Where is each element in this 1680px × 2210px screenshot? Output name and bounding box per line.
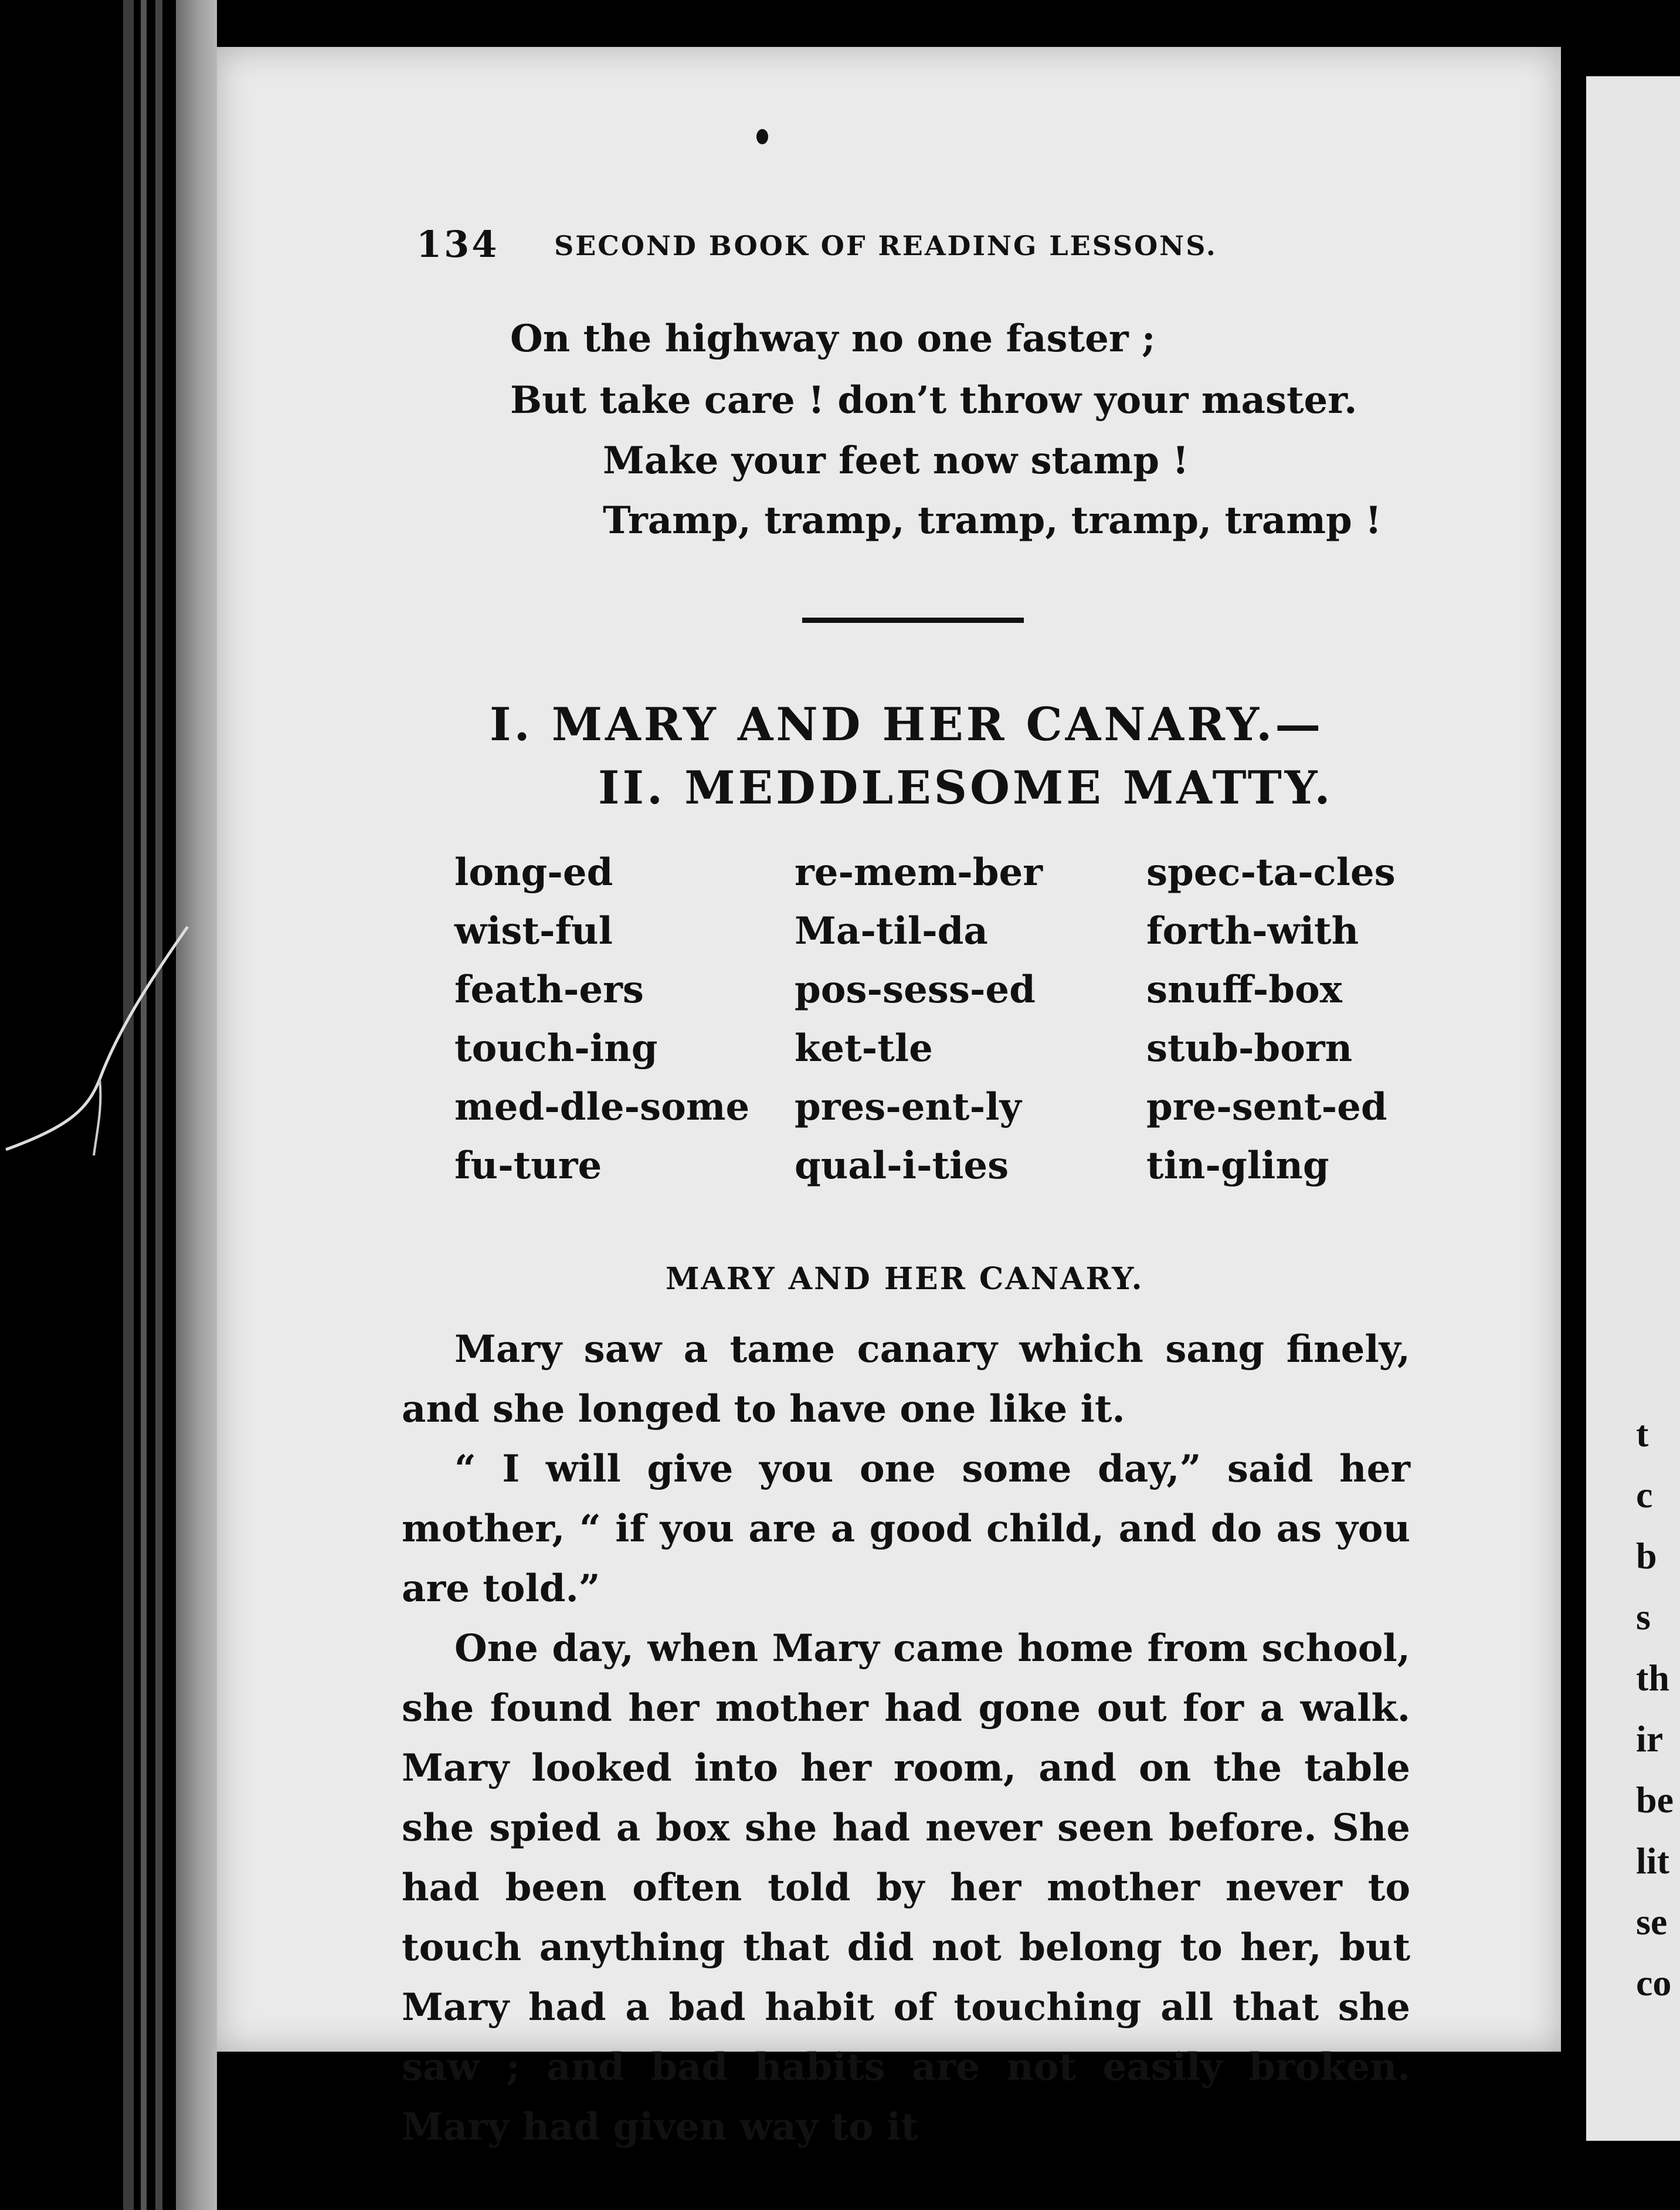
- spelling-word: re-mem-ber: [795, 850, 1043, 894]
- fragment: se: [1636, 1901, 1668, 1943]
- spelling-word: touch-ing: [454, 1026, 658, 1070]
- spelling-word: pre-sent-ed: [1146, 1085, 1387, 1129]
- story-text: [402, 1320, 1410, 2157]
- section-rule: [802, 618, 1024, 623]
- fragment: ir: [1636, 1718, 1664, 1760]
- fragment: th: [1636, 1657, 1669, 1699]
- lesson-subtitle: II. MEDDLESOME MATTY.: [598, 761, 1333, 815]
- story-paragraph: Mary saw a tame canary which sang finely, and she longed to have one like it.: [402, 1327, 1410, 1431]
- spelling-word: feath-ers: [454, 968, 644, 1012]
- verse-line: Tramp, tramp, tramp, tramp, tramp !: [603, 499, 1382, 543]
- spelling-word: Ma-til-da: [795, 909, 988, 953]
- spelling-word: ket-tle: [795, 1026, 933, 1070]
- spelling-word: snuff-box: [1146, 968, 1342, 1012]
- spelling-word: spec-ta-cles: [1146, 850, 1396, 894]
- spelling-word: qual-i-ties: [795, 1144, 1009, 1188]
- spelling-word: long-ed: [454, 850, 613, 894]
- verse-line: On the highway no one faster ;: [510, 317, 1156, 361]
- verse-line: But take care ! don’t throw your master.: [510, 378, 1357, 422]
- story-heading: MARY AND HER CANARY.: [666, 1261, 1144, 1297]
- word-column-1: [454, 850, 749, 1202]
- verse-line: Make your feet now stamp !: [603, 439, 1189, 483]
- fragment: lit: [1636, 1840, 1669, 1882]
- spelling-word: wist-ful: [454, 909, 613, 953]
- spelling-word: tin-gling: [1146, 1144, 1329, 1188]
- fragment: t: [1636, 1413, 1649, 1455]
- fragment: co: [1636, 1962, 1672, 2004]
- fragment: be: [1636, 1779, 1674, 1821]
- paper-crease: [0, 915, 194, 1161]
- spelling-word: stub-born: [1146, 1026, 1353, 1070]
- story-paragraph: “ I will give you one some day,” said her mother, “ if you are a good child, and do as you are told.”: [402, 1447, 1410, 1611]
- spelling-word: pres-ent-ly: [795, 1085, 1021, 1129]
- word-column-3: [1146, 850, 1396, 1202]
- ink-speck: [756, 129, 768, 144]
- spelling-word: fu-ture: [454, 1144, 602, 1188]
- page-number: 134: [416, 223, 500, 266]
- book-page: [217, 47, 1561, 2149]
- fragment: b: [1636, 1535, 1657, 1577]
- facing-page-fragments: [1636, 1408, 1674, 2018]
- fragment: c: [1636, 1474, 1653, 1516]
- word-column-2: [795, 850, 1043, 1202]
- running-head: SECOND BOOK OF READING LESSONS.: [554, 230, 1217, 262]
- spelling-word: pos-sess-ed: [795, 968, 1036, 1012]
- lesson-title: I. MARY AND HER CANARY.—: [490, 698, 1324, 751]
- page-header: [416, 223, 1472, 287]
- spelling-word: forth-with: [1146, 909, 1359, 953]
- fragment: s: [1636, 1596, 1651, 1638]
- story-paragraph: One day, when Mary came home from school, she found her mother had gone out for a walk. Mary looked into her room, and on the table she spied a box she had never seen before. She had been often told by her mother never to touch anything that did not belong to her, but Mary had a bad habit of touching all that she saw ; and bad habits are not easily broken. Mary had given way to it: [402, 1626, 1410, 2149]
- spelling-word: med-dle-some: [454, 1085, 750, 1129]
